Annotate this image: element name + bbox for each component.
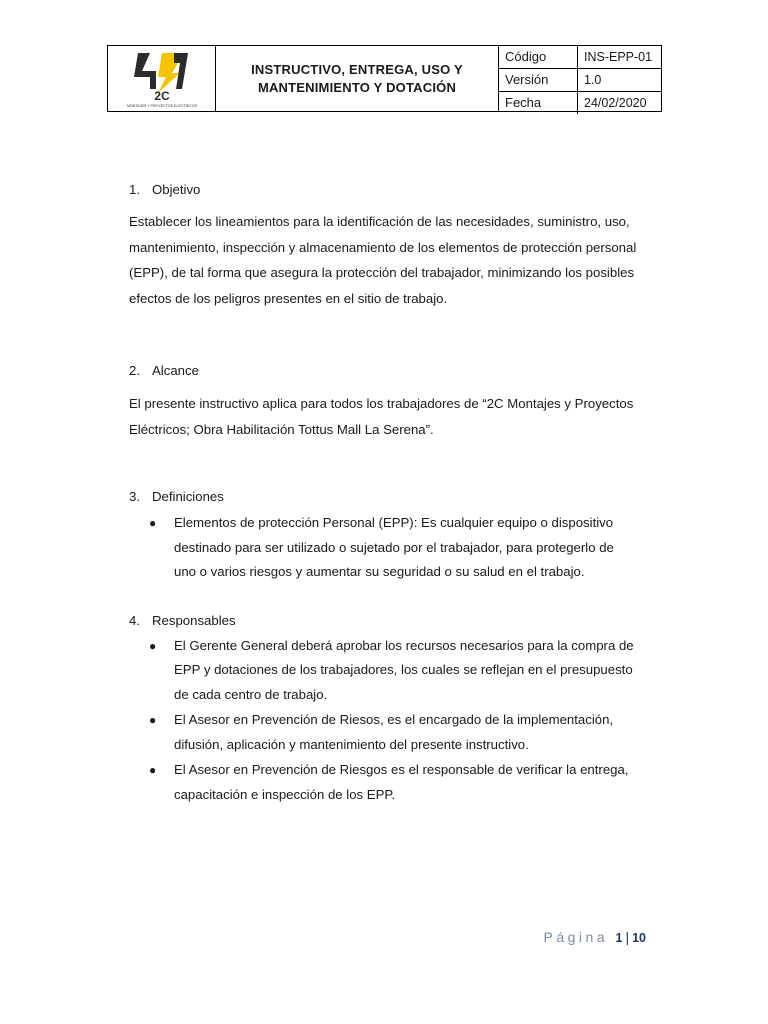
list-line: de cada centro de trabajo.	[174, 686, 328, 702]
list-item-text	[174, 758, 661, 807]
meta-key: Código	[499, 46, 578, 68]
document-header-table	[107, 45, 662, 112]
meta-key: Versión	[499, 69, 578, 91]
paragraph-line: Eléctricos; Obra Habilitación Tottus Mall La Serena”.	[129, 421, 434, 437]
section-number: 3.	[129, 489, 140, 504]
page-label: Página	[543, 929, 609, 945]
section-heading-responsables	[129, 611, 661, 631]
meta-row-version	[499, 68, 661, 91]
document-body	[129, 180, 661, 807]
page-separator: |	[625, 929, 630, 945]
list-item	[129, 511, 661, 585]
section-paragraph	[129, 209, 661, 311]
section-heading-objetivo	[129, 180, 661, 200]
page-footer	[544, 929, 646, 945]
section-paragraph	[129, 391, 661, 442]
list-line: destinado para ser utilizado o sujetado por el trabajador, para protegerlo de	[174, 539, 614, 555]
meta-value: INS-EPP-01	[584, 50, 653, 64]
section-title: Definiciones	[152, 489, 224, 504]
bullet-icon: ●	[149, 516, 157, 530]
paragraph-line: El presente instructivo aplica para todos los trabajadores de “2C Montajes y Proyectos	[129, 396, 634, 411]
document-title-line1: INSTRUCTIVO, ENTREGA, USO Y	[251, 61, 463, 77]
section-heading-definiciones	[129, 487, 661, 507]
bullet-icon: ●	[149, 713, 157, 727]
meta-value: 24/02/2020	[584, 96, 647, 110]
meta-row-code	[499, 46, 661, 68]
meta-row-date	[499, 91, 661, 114]
page-number: 1	[615, 931, 623, 945]
section-number: 4.	[129, 612, 140, 628]
section-heading-alcance	[129, 361, 661, 381]
document-meta-table	[499, 46, 661, 111]
document-title-line2: MANTENIMIENTO Y DOTACIÓN	[257, 79, 457, 95]
list-line: uno o varios riesgos y aumentar su seguridad o su salud en el trabajo.	[174, 564, 585, 579]
company-logo	[112, 49, 212, 109]
meta-key: Fecha	[499, 92, 578, 114]
list-item	[129, 758, 661, 807]
section-number: 2.	[129, 363, 140, 378]
meta-value: 1.0	[584, 73, 602, 87]
bullet-icon: ●	[149, 638, 157, 653]
paragraph-line: mantenimiento, inspección y almacenamiento de los elementos de protección personal	[129, 239, 637, 255]
list-line: capacitación e inspección de los EPP.	[174, 786, 396, 802]
list-line: difusión, aplicación y mantenimiento del presente instructivo.	[174, 736, 529, 752]
list-item	[129, 634, 661, 708]
bullet-icon: ●	[149, 763, 157, 777]
paragraph-line: Establecer los lineamientos para la identificación de las necesidades, suministro, uso,	[129, 214, 630, 229]
document-title-cell	[216, 46, 499, 111]
logo-subtext: MONTAJES Y PROYECTOS ELECTRICOS	[126, 103, 197, 108]
company-logo-cell	[108, 46, 216, 111]
list-line: El Asesor en Prevención de Riesos, es el encargado de la implementación,	[174, 712, 614, 727]
section-number: 1.	[129, 182, 140, 197]
paragraph-line: (EPP), de tal forma que asegura la protección del trabajador, minimizando los posibles	[129, 265, 635, 280]
list-item-text	[174, 511, 661, 585]
page-total: 10	[632, 931, 646, 945]
list-item-text	[174, 708, 661, 757]
section-title: Responsables	[152, 612, 236, 628]
section-title: Alcance	[152, 363, 199, 378]
list-item	[129, 708, 661, 757]
section-title: Objetivo	[152, 182, 201, 197]
paragraph-line: efectos de los peligros presentes en el sitio de trabajo.	[129, 290, 448, 306]
list-line: Elementos de protección Personal (EPP): Es cualquier equipo o dispositivo	[174, 515, 614, 530]
logo-text: 2C	[153, 88, 170, 103]
list-line: El Gerente General deberá aprobar los recursos necesarios para la compra de	[174, 637, 634, 653]
list-line: El Asesor en Prevención de Riesgos es el responsable de verificar la entrega,	[174, 762, 629, 777]
list-line: EPP y dotaciones de los trabajadores, los cuales se reflejan en el presupuesto	[174, 662, 633, 677]
list-item-text	[174, 634, 661, 708]
